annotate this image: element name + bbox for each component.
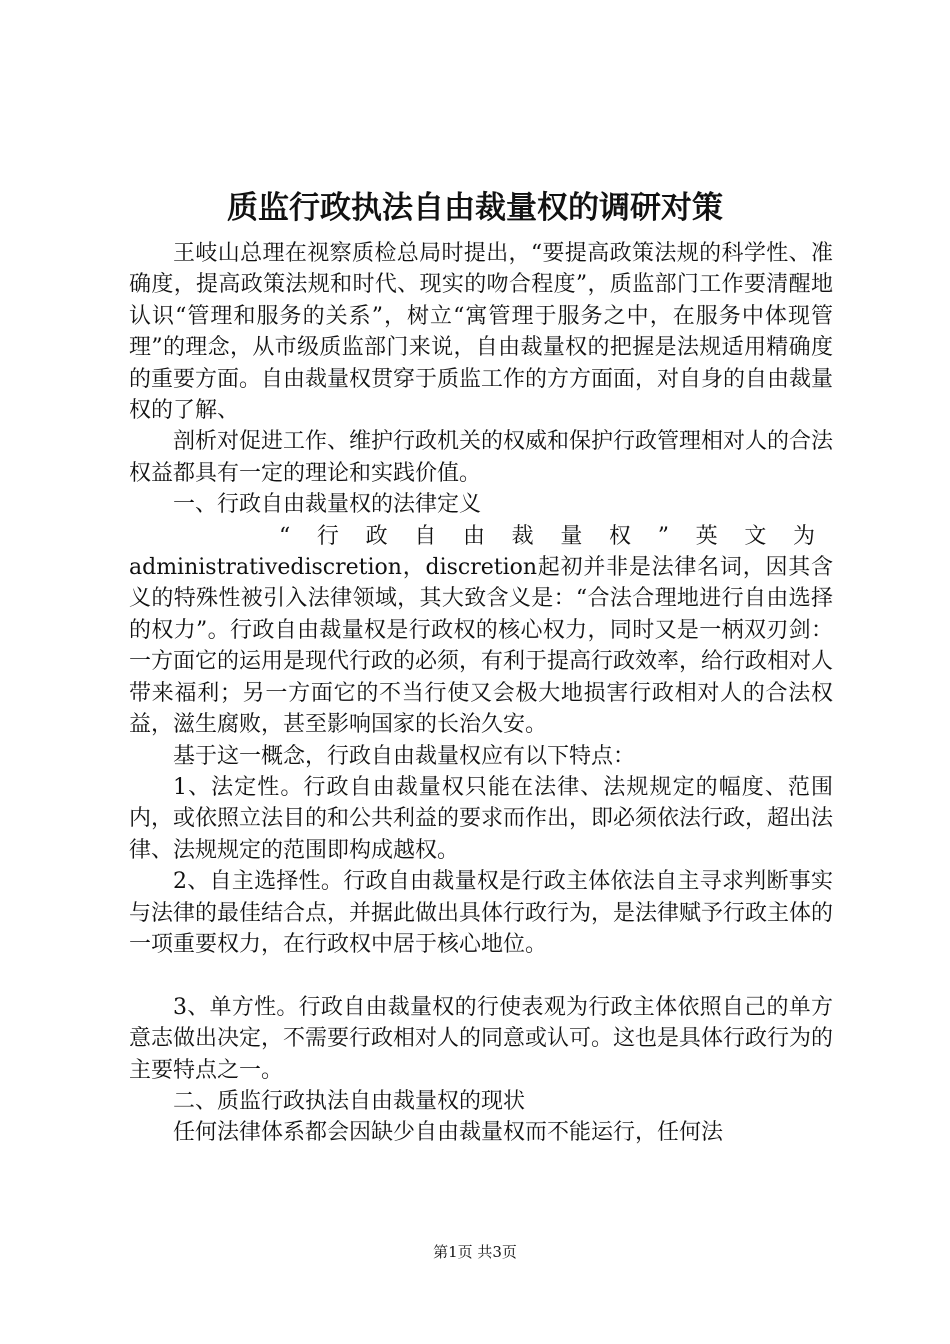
paragraph-analysis: 剖析对促进工作、维护行政机关的权威和保护行政管理相对人的合法权益都具有一定的理论和实践价值。 xyxy=(129,429,834,486)
section-heading-2: 二、质监行政执法自由裁量权的现状 xyxy=(173,1088,526,1114)
paragraph-definition-lead: “行政自由裁量权”英文为 xyxy=(279,523,833,549)
paragraph-features-intro: 基于这一概念，行政自由裁量权应有以下特点： xyxy=(173,743,636,769)
feature-item-1: 1、法定性。行政自由裁量权只能在法律、法规规定的幅度、范围内，或依照立法目的和公共利益的要求而作出，即必须依法行政，超出法律、法规规定的范围即构成越权。 xyxy=(129,774,834,863)
feature-item-2: 2、自主选择性。行政自由裁量权是行政主体依法自主寻求判断事实与法律的最佳结合点，并据此做出具体行政行为，是法律赋予行政主体的一项重要权力，在行政权中居于核心地位。 xyxy=(129,869,834,957)
document-body xyxy=(129,238,833,1149)
page-footer: 第1页 共3页 xyxy=(433,1243,517,1261)
paragraph-definition: administrativediscretion，discretion起初并非是法律名词，因其含义的特殊性被引入法律领域，其大致含义是：“合法合理地进行自由选择的权力”。行政自由裁量权是行政权的核心权力，同时又是一柄双刃剑：一方面它的运用是现代行政的必须，有利于提高行政效率，给行政相对人带来福利；另一方面它的不当行使又会极大地损害行政相对人的合法权益，滋生腐败，甚至影响国家的长治久安。 xyxy=(129,555,834,738)
feature-item-3: 3、单方性。行政自由裁量权的行使表观为行政主体依照自己的单方意志做出决定，不需要行政相对人的同意或认可。这也是具体行政行为的主要特点之一。 xyxy=(129,994,834,1083)
document-title: 质监行政执法自由裁量权的调研对策 xyxy=(227,190,723,226)
paragraph-intro: 王岐山总理在视察质检总局时提出，“要提高政策法规的科学性、准确度，提高政策法规和时代、现实的吻合程度”，质监部门工作要清醒地认识“管理和服务的关系”，树立“寓管理于服务之中，在服务中体现管理”的理念，从市级质监部门来说，自由裁量权的把握是法规适用精确度的重要方面。自由裁量权贯穿于质监工作的方方面面，对自身的自由裁量权的了解、 xyxy=(129,241,834,424)
section-heading-1: 一、行政自由裁量权的法律定义 xyxy=(173,492,482,518)
paragraph-status: 任何法律体系都会因缺少自由裁量权而不能运行，任何法 xyxy=(173,1120,724,1146)
